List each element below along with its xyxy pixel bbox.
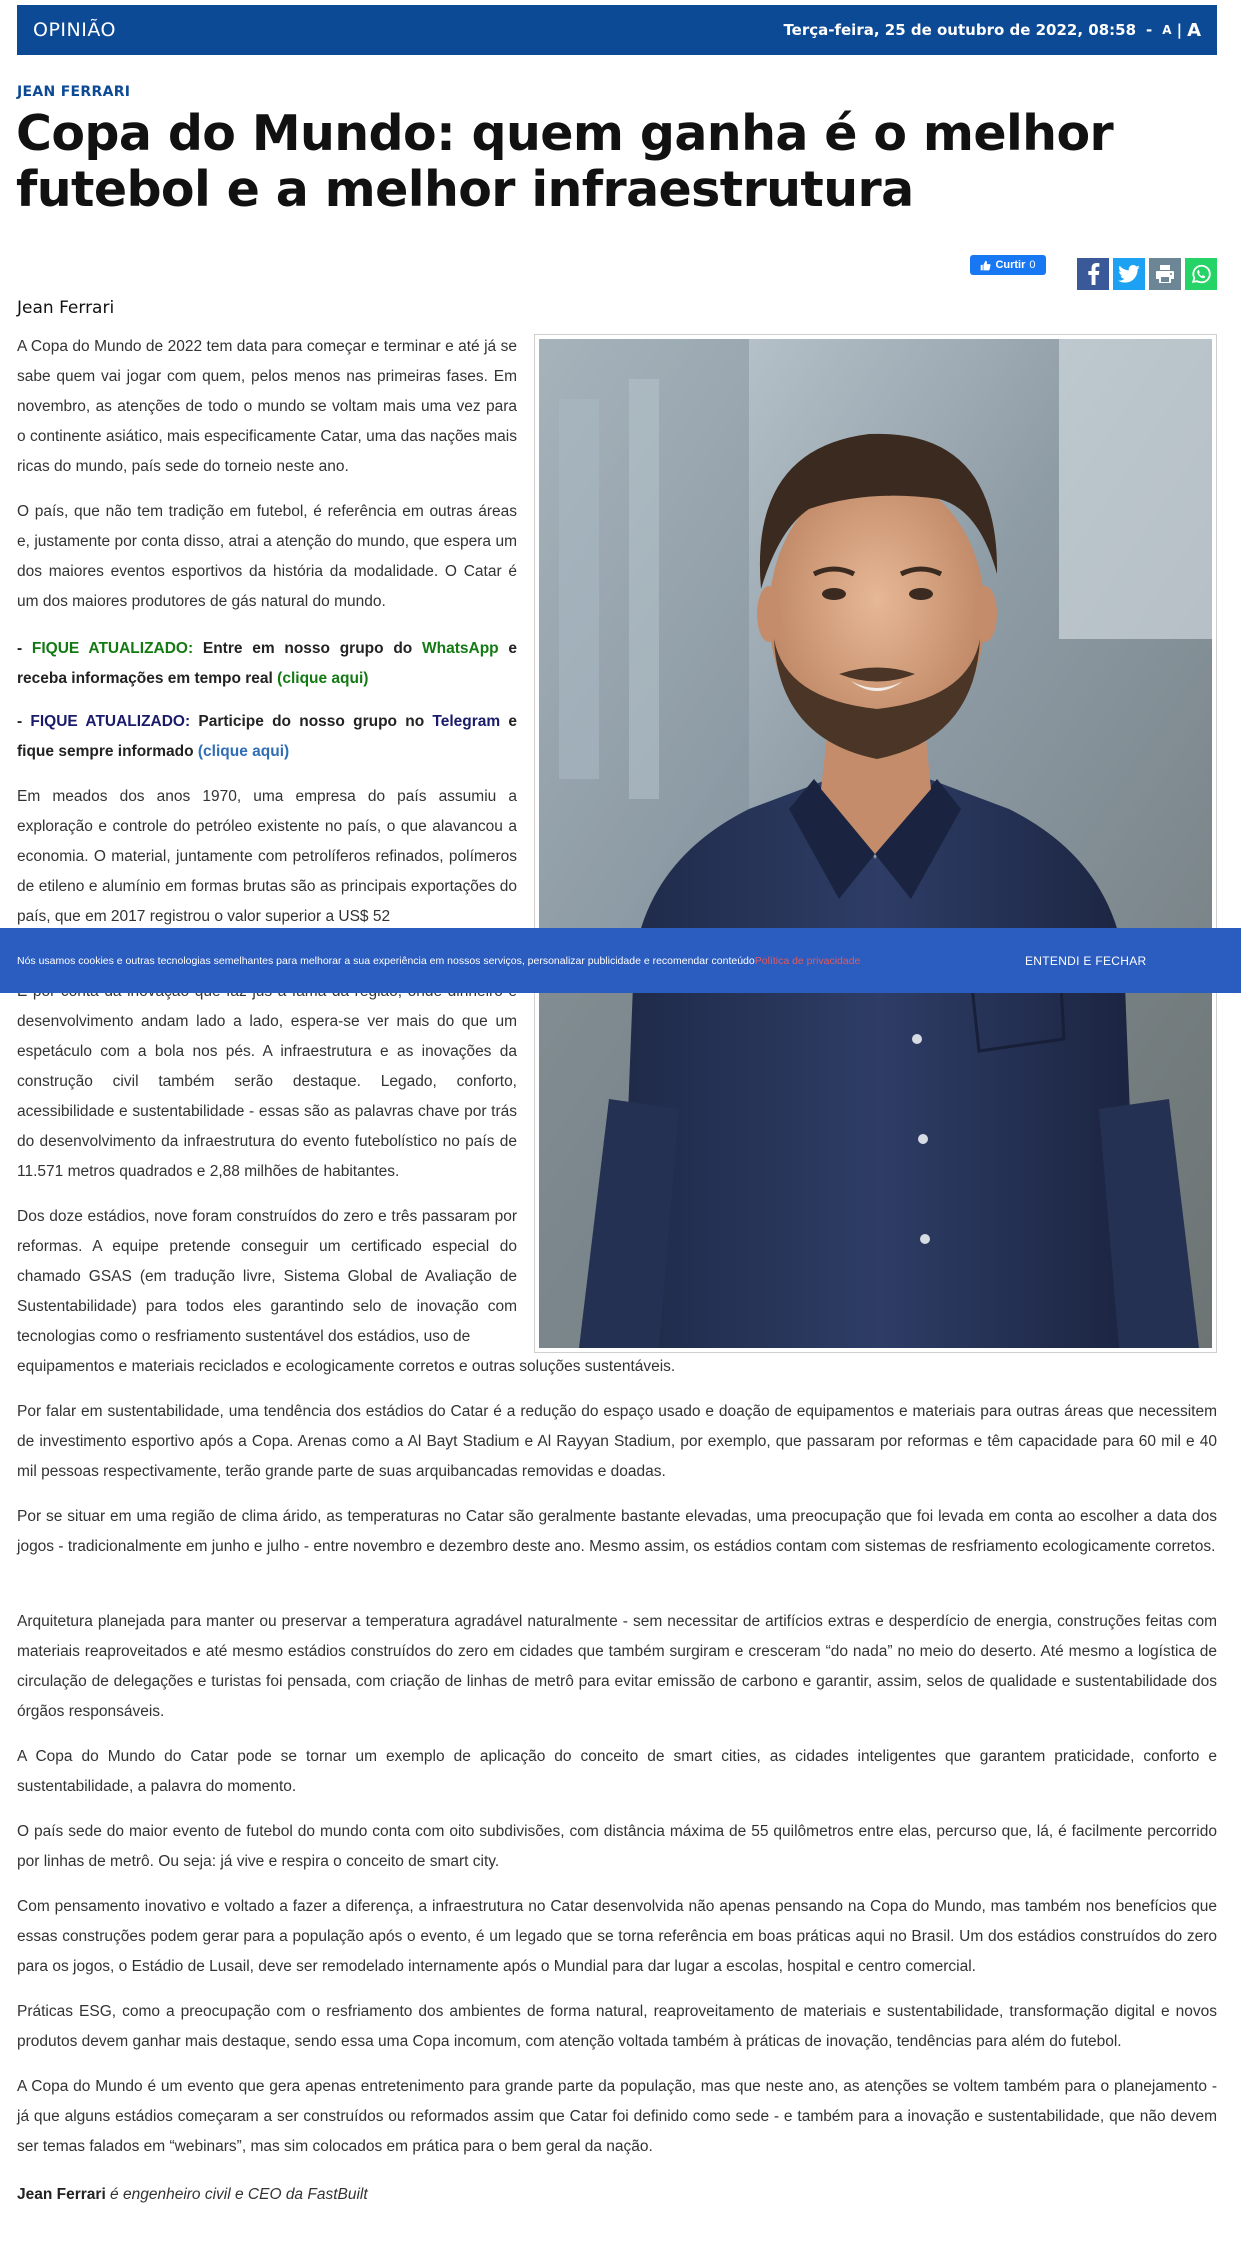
font-increase-button[interactable]: A	[1187, 19, 1201, 41]
author-photo	[539, 339, 1212, 1348]
like-count: 0	[1029, 259, 1036, 271]
facebook-like-button[interactable]	[970, 255, 1046, 275]
share-twitter-button[interactable]	[1113, 258, 1145, 290]
signature-role: é engenheiro civil e CEO da FastBuilt	[105, 2186, 368, 2203]
telegram-group-link[interactable]: Telegram	[432, 713, 501, 730]
share-whatsapp-button[interactable]	[1185, 258, 1217, 290]
article-title: Copa do Mundo: quem ganha é o melhor futebol e a melhor infraestrutura	[16, 105, 1114, 218]
paragraph-11: Com pensamento inovativo e voltado a fazer a diferença, a infraestrutura no Catar desenvolvida não apenas pensando na Copa do Mundo, mas também nos benefícios que essas construções podem gerar para a população após o evento, é um legado que se torna referência em boas práticas aqui no Brasil. Um dos estádios construídos do zero para os jogos, o Estádio de Lusail, deve ser remodelado internamente após o Mundial para dar lugar a escolas, hospital e centro comercial.	[17, 1898, 1217, 1975]
paragraph-7: Por se situar em uma região de clima árido, as temperaturas no Catar são geralmente bastante elevadas, uma preocupação que foi levada em conta ao escolher a data dos jogos - tradicionalmente em junho e julho - entre novembro e dezembro deste ano. Mesmo assim, os estádios contam com sistemas de resfriamento ecologicamente corretos.	[17, 1508, 1217, 1555]
author-signature	[17, 2180, 368, 2210]
thumbs-up-icon	[980, 260, 991, 271]
author-photo-frame	[534, 334, 1217, 1353]
print-button[interactable]	[1149, 258, 1181, 290]
promo-telegram-label: FIQUE ATUALIZADO:	[30, 713, 191, 730]
cookie-message	[17, 955, 860, 967]
datetime: Terça-feira, 25 de outubro de 2022, 08:58	[783, 21, 1137, 39]
promo-telegram-text-a: Participe do nosso grupo no	[190, 713, 433, 730]
paragraph-4: desenvolvimento andam lado a lado, espera-se ver mais do que um espetáculo com a bola nos pés. A infraestrutura e as inovações da construção civil também serão destaque. Legado, conforto, acessibilidade e sustentabilidade - essas são as palavras chave por trás do desenvolvimento da infraestrutura do evento futebolístico no país de 11.571 metros quadrados e 2,88 milhões de habitantes.	[17, 1013, 517, 1180]
cookie-text: Nós usamos cookies e outras tecnologias semelhantes para melhorar a sua experiência em nossos serviços, personalizar publicidade e recomendar conteúdo	[17, 954, 755, 967]
section-title[interactable]: OPINIÃO	[33, 19, 116, 41]
paragraph-10: O país sede do maior evento de futebol do mundo conta com oito subdivisões, com distância máxima de 55 quilômetros entre elas, percurso que, lá, é facilmente percorrido por linhas de metrô. Ou seja: já vive e respira o conceito de smart city.	[17, 1823, 1217, 1870]
promo-telegram-prefix: -	[17, 713, 31, 730]
datetime-separator: -	[1146, 21, 1153, 39]
author-kicker[interactable]: JEAN FERRARI	[17, 84, 131, 100]
twitter-icon	[1118, 265, 1140, 283]
paragraph-13: A Copa do Mundo é um evento que gera apenas entretenimento para grande parte da população, mas que neste ano, as atenções se voltem também para o planejamento - já que alguns estádios começaram a ser construídos ou reformados assim que Catar foi definido como sede - e também para a inovação e sustentabilidade, que não devem ser temas falados em “webinars”, mas sim colocados em prática para o bem geral da nação.	[17, 2078, 1217, 2155]
paragraph-5-tail: equipamentos e materiais reciclados e ecologicamente corretos e outras soluções sustentáveis.	[17, 1358, 676, 1375]
paragraph-2: O país, que não tem tradição em futebol, é referência em outras áreas e, justamente por conta disso, atrai a atenção do mundo, que espera um dos maiores eventos esportivos da história da modalidade. O Catar é um dos maiores produtores de gás natural do mundo.	[17, 503, 517, 610]
print-icon	[1155, 264, 1175, 284]
paragraph-1: A Copa do Mundo de 2022 tem data para começar e terminar e até já se sabe quem vai jogar com quem, pelos menos nas primeiras fases. Em novembro, as atenções de todo o mundo se voltam mais uma vez para o continente asiático, mais especificamente Catar, uma das nações mais ricas do mundo, país sede do torneio neste ano.	[17, 338, 517, 475]
promo-whatsapp-label: FIQUE ATUALIZADO:	[31, 640, 194, 657]
promo-whatsapp-prefix: -	[17, 640, 32, 657]
author-byline: Jean Ferrari	[17, 298, 115, 318]
paragraph-5: Dos doze estádios, nove foram construídos do zero e três passaram por reformas. A equipe pretende conseguir um certificado especial do chamado GSAS (em tradução livre, Sistema Global de Avaliação de Sustentabilidade) para todos eles garantindo selo de inovação com tecnologias como o resfriamento sustentável dos estádios, uso de	[17, 1208, 517, 1345]
promo-telegram-text-b: e fique sempre informado	[17, 713, 518, 760]
facebook-icon	[1085, 263, 1101, 285]
font-size-divider: |	[1176, 21, 1183, 39]
section-header-bar	[17, 5, 1217, 55]
paragraph-8: Arquitetura planejada para manter ou preservar a temperatura agradável naturalmente - sem necessitar de artifícios extras e desperdício de energia, construções feitas com materiais reaproveitados e até mesmo estádios construídos do zero em cidades que também surgiram e cresceram “do nada” no meio do deserto. Até mesmo a logística de circulação de delegações e turistas foi pensada, com criação de linhas de metrô para evitar emissão de carbono e garantir, assim, selos de qualidade e sustentabilidade dos órgãos responsáveis.	[17, 1613, 1217, 1720]
whatsapp-icon	[1190, 263, 1212, 285]
promo-whatsapp	[17, 634, 517, 694]
font-decrease-button[interactable]: A	[1162, 23, 1172, 37]
paragraph-6: Por falar em sustentabilidade, uma tendência dos estádios do Catar é a redução do espaço usado e doação de equipamentos e materiais para outras áreas que necessitem de investimento esportivo após a Copa. Arenas como a Al Bayt Stadium e Al Rayyan Stadium, por exemplo, que passaram por reformas e têm capacidade para 60 mil e 40 mil pessoas respectivamente, terão grande parte de suas arquibancadas removidas e doadas.	[17, 1403, 1217, 1480]
promo-whatsapp-text-a: Entre em nosso grupo do	[193, 640, 423, 657]
accept-cookies-button[interactable]: ENTENDI E FECHAR	[1025, 953, 1147, 968]
whatsapp-click-here-link[interactable]: (clique aqui)	[277, 670, 369, 687]
signature-name: Jean Ferrari	[17, 2186, 106, 2203]
paragraph-9: A Copa do Mundo do Catar pode se tornar um exemplo de aplicação do conceito de smart cities, as cidades inteligentes que garantem praticidade, conforto e sustentabilidade, a palavra do momento.	[17, 1748, 1217, 1795]
telegram-click-here-link[interactable]: (clique aqui)	[197, 743, 290, 760]
like-label: Curtir	[995, 259, 1026, 271]
cookie-banner	[0, 928, 1241, 993]
share-facebook-button[interactable]	[1077, 258, 1109, 290]
privacy-policy-link[interactable]: Política de privacidade	[754, 954, 861, 967]
promo-telegram	[17, 707, 517, 767]
paragraph-3: Em meados dos anos 1970, uma empresa do país assumiu a exploração e controle do petróleo existente no país, o que alavancou a economia. O material, juntamente com petrolíferos refinados, polímeros de etileno e alumínio em formas brutas são as principais exportações do país, que em 2017 registrou o valor superior a US$ 52	[17, 788, 517, 925]
paragraph-12: Práticas ESG, como a preocupação com o resfriamento dos ambientes de forma natural, reaproveitamento de materiais e sustentabilidade, transformação digital e novos produtos devem ganhar mais destaque, sendo essa uma Copa incomum, com atenção voltada também à práticas de inovação, tendências para além do futebol.	[17, 2003, 1217, 2050]
promo-whatsapp-text-b: e receba informações em tempo real	[17, 640, 517, 687]
whatsapp-group-link[interactable]: WhatsApp	[422, 640, 499, 657]
header-tools	[783, 20, 1201, 41]
